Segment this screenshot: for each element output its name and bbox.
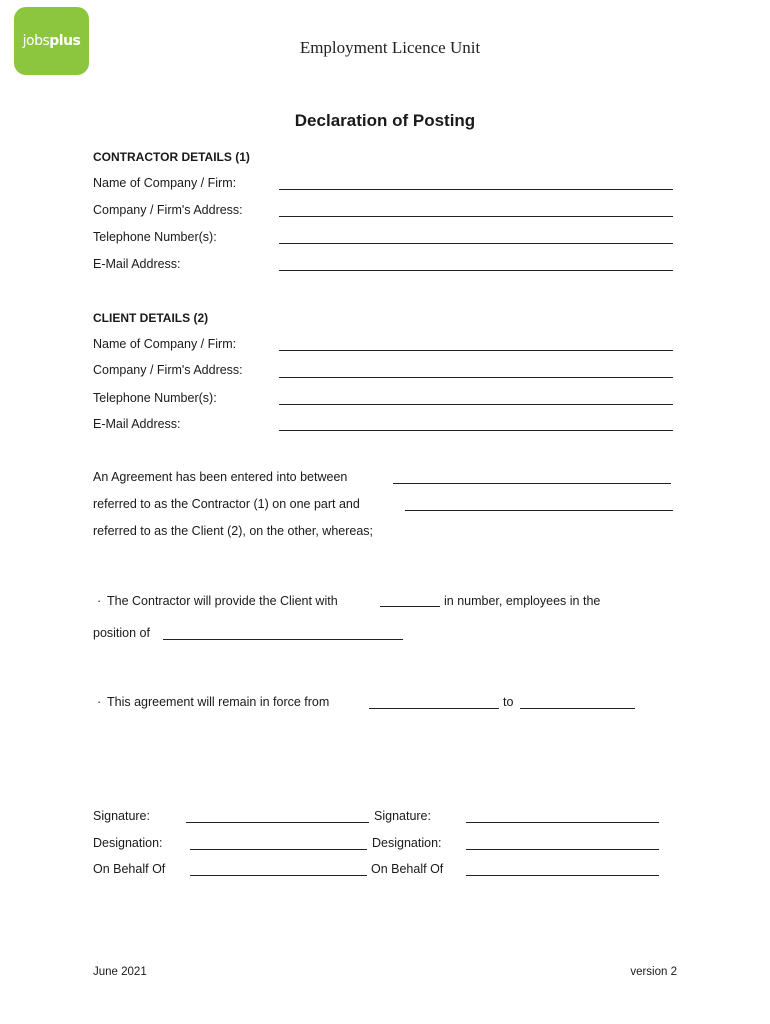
client-heading: CLIENT DETAILS (2)	[93, 311, 209, 325]
bullet-icon: ·	[97, 594, 102, 608]
signature-field-client[interactable]	[466, 822, 659, 823]
designation-label-contractor: Designation:	[93, 836, 163, 850]
signature-label-contractor: Signature:	[93, 809, 150, 823]
agreement-client-field[interactable]	[405, 510, 673, 511]
end-date-field[interactable]	[520, 708, 635, 709]
employee-count-field[interactable]	[380, 606, 440, 607]
position-label: position of	[93, 626, 150, 640]
contractor-email-label: E-Mail Address:	[93, 257, 181, 271]
on-behalf-label-contractor: On Behalf Of	[93, 862, 166, 876]
bullet-icon: ·	[97, 695, 102, 709]
contractor-name-field[interactable]	[279, 189, 673, 190]
on-behalf-label-client: On Behalf Of	[371, 862, 444, 876]
contractor-phone-label: Telephone Number(s):	[93, 230, 217, 244]
provide-text-post: in number, employees in the	[444, 594, 601, 608]
client-phone-label: Telephone Number(s):	[93, 391, 217, 405]
document-title: Declaration of Posting	[294, 111, 476, 130]
agreement-contractor-field[interactable]	[393, 483, 671, 484]
designation-field-client[interactable]	[466, 849, 659, 850]
provide-text-pre: The Contractor will provide the Client with	[107, 594, 338, 608]
force-text: This agreement will remain in force from	[107, 695, 330, 709]
to-text: to	[503, 695, 514, 709]
contractor-address-label: Company / Firm's Address:	[93, 203, 243, 217]
logo-text-light: jobs	[22, 33, 50, 49]
on-behalf-field-contractor[interactable]	[190, 875, 367, 876]
client-name-label: Name of Company / Firm:	[93, 337, 237, 351]
contractor-name-label: Name of Company / Firm:	[93, 176, 237, 190]
signature-label-client: Signature:	[374, 809, 431, 823]
agreement-line-3: referred to as the Client (2), on the other, whereas;	[93, 524, 374, 538]
position-field[interactable]	[163, 639, 403, 640]
contractor-phone-field[interactable]	[279, 243, 673, 244]
agreement-line-1: An Agreement has been entered into between	[93, 470, 348, 484]
contractor-address-field[interactable]	[279, 216, 673, 217]
client-address-label: Company / Firm's Address:	[93, 363, 243, 377]
client-email-field[interactable]	[279, 430, 673, 431]
logo-text-bold: plus	[49, 33, 81, 49]
footer-version: version 2	[630, 966, 677, 978]
client-address-field[interactable]	[279, 377, 673, 378]
start-date-field[interactable]	[369, 708, 499, 709]
designation-field-contractor[interactable]	[190, 849, 367, 850]
client-phone-field[interactable]	[279, 404, 673, 405]
contractor-heading: CONTRACTOR DETAILS (1)	[93, 150, 250, 164]
designation-label-client: Designation:	[372, 836, 442, 850]
unit-title: Employment Licence Unit	[299, 38, 481, 57]
footer-date: June 2021	[93, 966, 147, 978]
signature-field-contractor[interactable]	[186, 822, 369, 823]
agreement-line-2: referred to as the Contractor (1) on one part and	[93, 497, 360, 511]
contractor-email-field[interactable]	[279, 270, 673, 271]
on-behalf-field-client[interactable]	[466, 875, 659, 876]
client-email-label: E-Mail Address:	[93, 417, 181, 431]
client-name-field[interactable]	[279, 350, 673, 351]
